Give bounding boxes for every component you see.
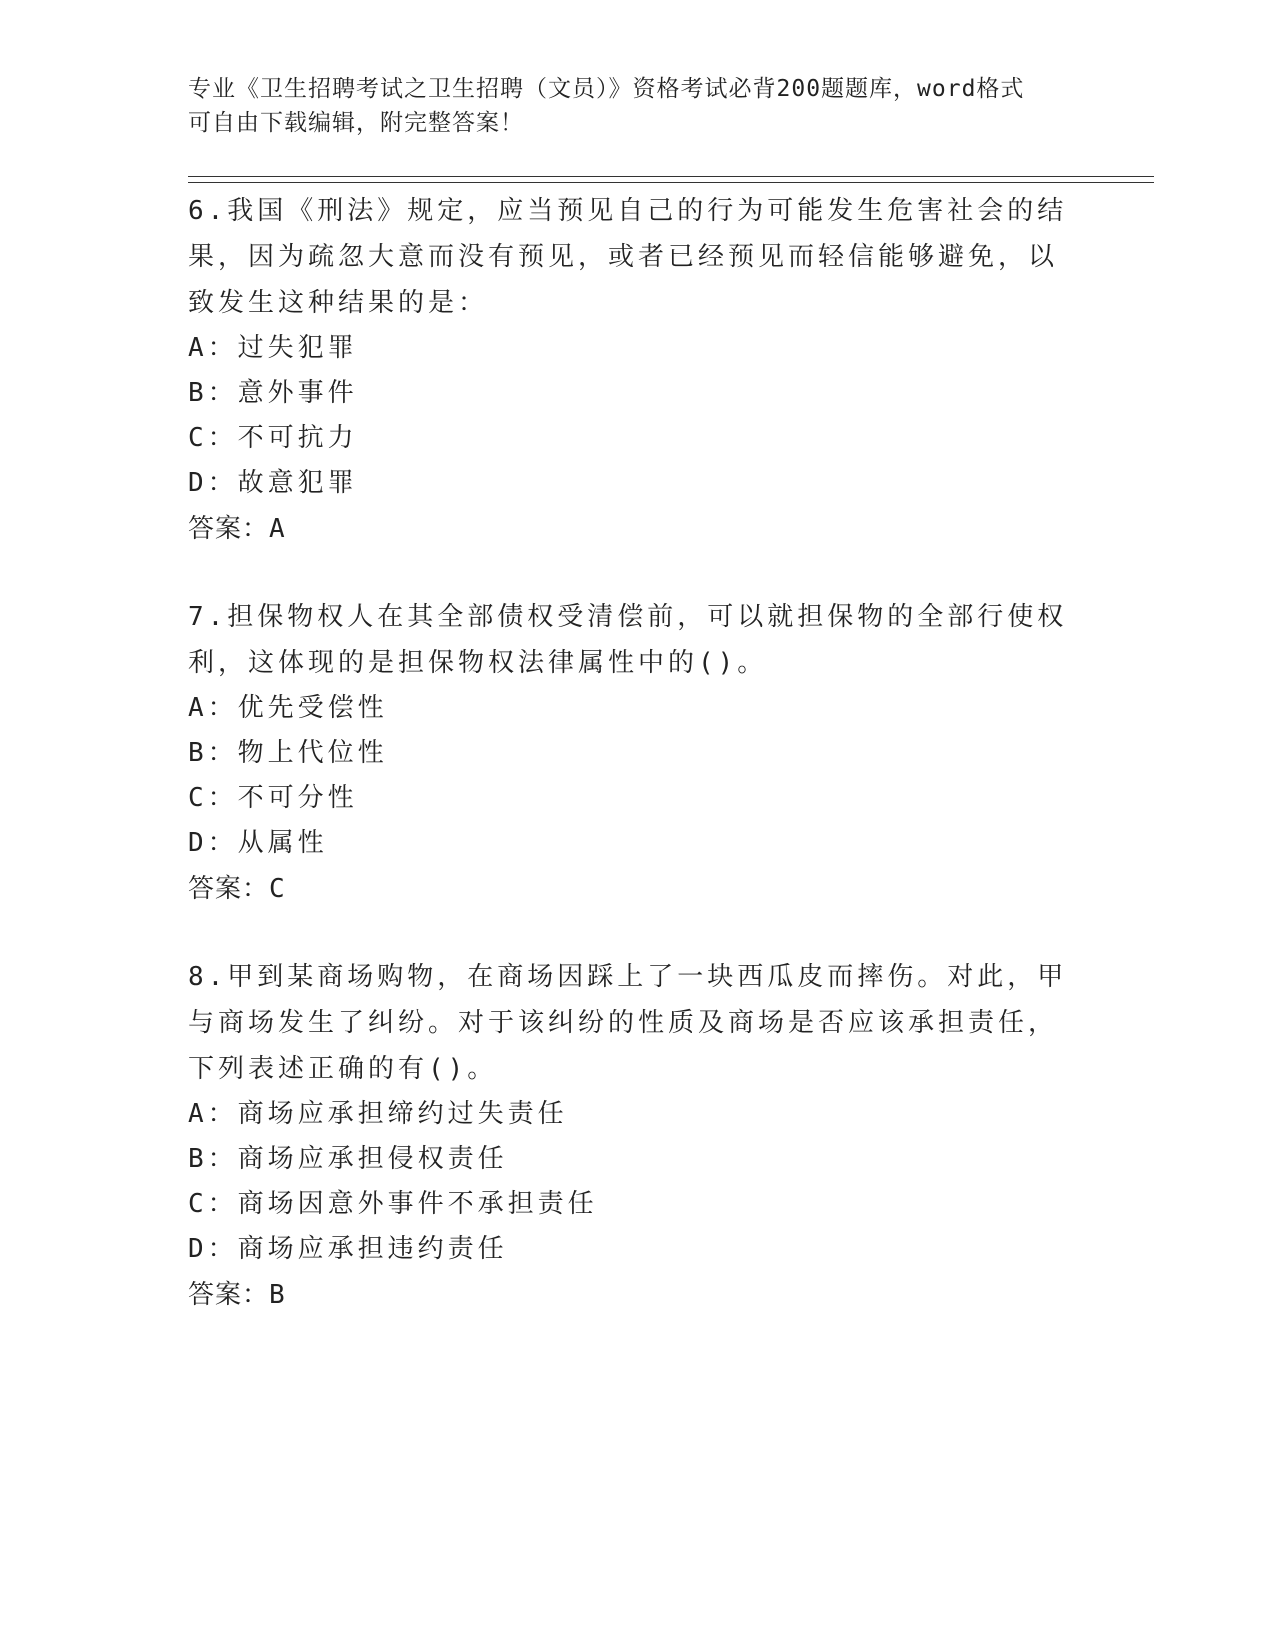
question-text: 7.担保物权人在其全部债权受清偿前，可以就担保物的全部行使权利，这体现的是担保物权法律属性中的()。 [188,602,1068,678]
question-list [188,188,1088,1360]
option-b: B：商场应承担侵权责任 [188,1144,508,1174]
header-line-1: 专业《卫生招聘考试之卫生招聘（文员）》资格考试必背200题题库，word格式 [188,76,1025,102]
answer-line [188,1272,1088,1318]
answer-line [188,866,1088,912]
header-divider [188,176,1154,183]
question-7 [188,594,1088,912]
option-c: C：商场因意外事件不承担责任 [188,1189,598,1219]
answer-label: 答案： [188,514,270,544]
answer-line [188,506,1088,552]
question-text: 6.我国《刑法》规定，应当预见自己的行为可能发生危害社会的结果，因为疏忽大意而没有预见，或者已经预见而轻信能够避免，以致发生这种结果的是： [188,196,1068,318]
question-text: 8.甲到某商场购物，在商场因踩上了一块西瓜皮而摔伤。对此，甲与商场发生了纠纷。对于该纠纷的性质及商场是否应该承担责任，下列表述正确的有()。 [188,962,1068,1084]
answer-value: C [269,874,286,904]
answer-value: B [269,1280,286,1310]
option-b: B：物上代位性 [188,738,388,768]
option-d: D：商场应承担违约责任 [188,1234,508,1264]
page-header [188,72,1068,140]
option-d: D：故意犯罪 [188,468,358,498]
question-6 [188,188,1088,552]
question-8 [188,954,1088,1318]
option-a: A：过失犯罪 [188,333,358,363]
answer-label: 答案： [188,874,270,904]
option-c: C：不可分性 [188,783,358,813]
option-b: B：意外事件 [188,378,358,408]
answer-label: 答案： [188,1280,270,1310]
option-d: D：从属性 [188,828,328,858]
header-line-2: 可自由下载编辑，附完整答案！ [188,110,524,136]
option-a: A：商场应承担缔约过失责任 [188,1099,568,1129]
option-a: A：优先受偿性 [188,693,388,723]
option-c: C：不可抗力 [188,423,358,453]
answer-value: A [269,514,286,544]
